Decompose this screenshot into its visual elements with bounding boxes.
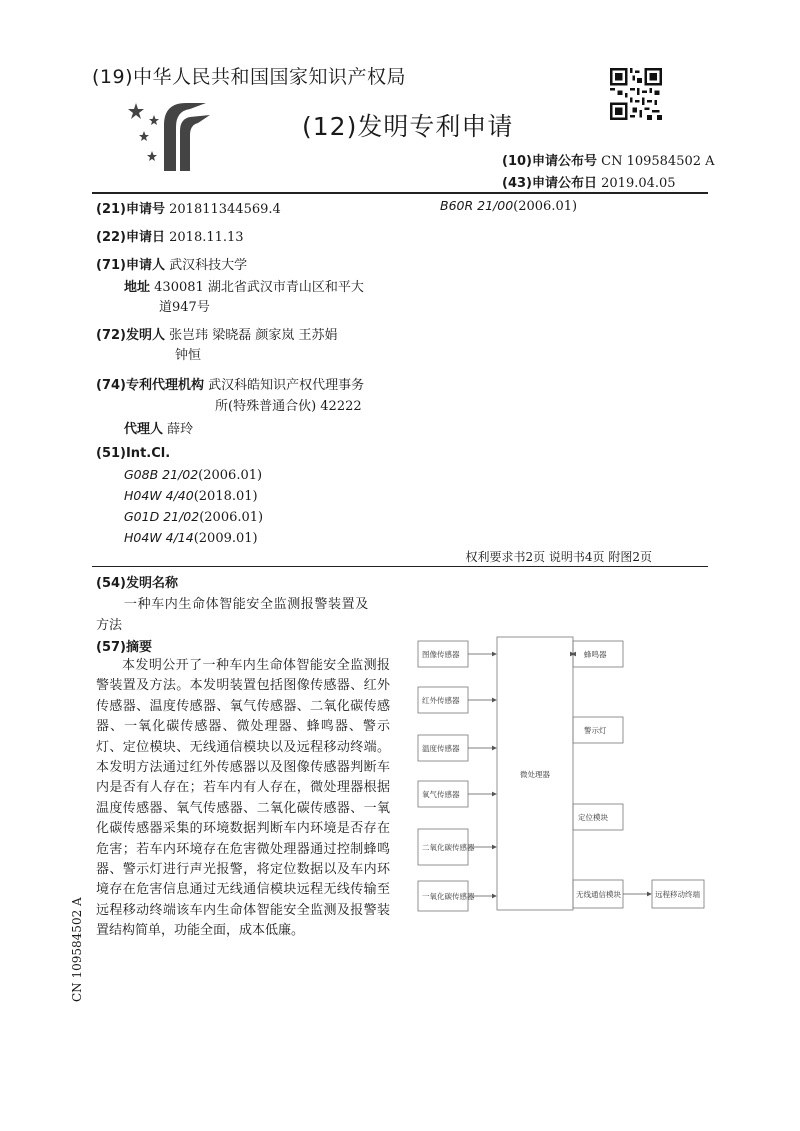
application-date xyxy=(96,226,244,245)
patent-agency-line-2: 所(特殊普通合伙) 42222 xyxy=(215,399,362,414)
page-count-info: 权利要求书2页 说明书4页 附图2页 xyxy=(465,550,652,564)
publication-date-value: 2019.04.05 xyxy=(601,176,676,191)
section-divider xyxy=(92,566,708,567)
qr-code xyxy=(610,68,662,120)
application-number xyxy=(96,198,281,217)
document-type: (12)发明专利申请 xyxy=(302,112,514,141)
applicant-value: 武汉科技大学 xyxy=(169,258,248,273)
diagram-label: 氧气传感器 xyxy=(422,790,460,799)
diagram-label: 蜂鸣器 xyxy=(584,650,607,659)
applicant xyxy=(96,254,247,273)
patent-agency xyxy=(96,374,364,393)
diagram-label: 一氧化碳传感器 xyxy=(422,892,475,901)
ipc-version: (2006.01) xyxy=(198,468,263,483)
inventors-line-1: 张岂玮 梁晓磊 颜家岚 王苏娟 xyxy=(169,328,338,343)
agent-label: 代理人 xyxy=(124,422,164,437)
title-label: (54)发明名称 xyxy=(96,576,178,591)
right-ipc-code: B60R 21/00 xyxy=(440,198,514,213)
ipc-entry xyxy=(124,509,263,525)
system-block-diagram xyxy=(412,632,712,922)
agent-value: 薛玲 xyxy=(167,422,194,437)
patent-agency-label: (74)专利代理机构 xyxy=(96,378,204,393)
header-divider xyxy=(92,192,708,194)
side-publication-number: CN 109584502 A xyxy=(70,897,84,1002)
ipc-code: G08B 21/02 xyxy=(124,467,199,482)
right-ipc xyxy=(440,198,577,214)
right-ipc-version: (2006.01) xyxy=(513,199,578,214)
diagram-label: 警示灯 xyxy=(584,726,607,735)
ipc-entry xyxy=(124,488,258,504)
diagram-label: 远程移动终端 xyxy=(655,890,700,899)
application-date-label: (22)申请日 xyxy=(96,230,165,245)
ipc-version: (2018.01) xyxy=(193,489,258,504)
application-number-value: 201811344569.4 xyxy=(169,202,281,217)
ipc-version: (2006.01) xyxy=(199,510,264,525)
address-line-2: 道947号 xyxy=(159,300,210,315)
cnipa-logo xyxy=(128,95,212,175)
ipc-entry xyxy=(124,467,262,483)
ipc-code: H04W 4/14 xyxy=(124,530,194,545)
publication-number xyxy=(502,150,715,169)
diagram-label: 二氧化碳传感器 xyxy=(422,843,475,852)
publication-date-label: (43)申请公布日 xyxy=(502,176,597,191)
agent xyxy=(124,418,193,437)
diagram-label: 图像传感器 xyxy=(422,650,460,659)
invention-title-line-2: 方法 xyxy=(96,618,123,633)
ipc-code: H04W 4/40 xyxy=(124,488,194,503)
diagram-label: 温度传感器 xyxy=(422,744,460,753)
application-date-value: 2018.11.13 xyxy=(169,230,244,245)
office-name: (19)中华人民共和国国家知识产权局 xyxy=(92,66,407,88)
diagram-label: 红外传感器 xyxy=(422,696,460,705)
publication-number-value: CN 109584502 A xyxy=(601,154,715,169)
ipc-entry xyxy=(124,530,258,546)
diagram-label: 定位模块 xyxy=(578,813,608,822)
address xyxy=(124,276,364,295)
abstract-text: 本发明公开了一种车内生命体智能安全监测报警装置及方法。本发明装置包括图像传感器、红外传感器、温度传感器、氧气传感器、二氧化碳传感器、一氧化碳传感器、微处理器、蜂鸣器、警示灯、定位模块、无线通信模块以及远程移动终端。本发明方法通过红外传感器以及图像传感器判断车内是否有人存在；若车内有人存在，微处理器根据温度传感器、氧气传感器、二氧化碳传感器、一氧化碳传感器采集的环境数据判断车内环境是否存在危害；若车内环境存在危害微处理器通过控制蜂鸣器、警示灯进行声光报警，将定位数据以及车内环境存在危害信息通过无线通信模块远程无线传输至远程移动终端该车内生命体智能安全监测及报警装置结构简单，功能全面，成本低廉。 xyxy=(96,658,390,939)
diagram-label: 无线通信模块 xyxy=(576,890,621,899)
application-number-label: (21)申请号 xyxy=(96,202,165,217)
inventors xyxy=(96,324,338,343)
inventors-line-2: 钟恒 xyxy=(175,348,202,363)
invention-title-line-1: 一种车内生命体智能安全监测报警装置及 xyxy=(124,597,369,612)
patent-agency-line-1: 武汉科皓知识产权代理事务 xyxy=(208,378,365,393)
address-line-1: 430081 湖北省武汉市青山区和平大 xyxy=(154,280,364,295)
abstract-label: (57)摘要 xyxy=(96,640,152,655)
publication-date xyxy=(502,172,676,191)
int-cl-label: (51)Int.Cl. xyxy=(96,446,171,461)
diagram-label: 微处理器 xyxy=(520,770,550,779)
applicant-label: (71)申请人 xyxy=(96,258,165,273)
publication-number-label: (10)申请公布号 xyxy=(502,154,597,169)
address-label: 地址 xyxy=(124,280,151,295)
ipc-code: G01D 21/02 xyxy=(124,509,200,524)
ipc-version: (2009.01) xyxy=(193,531,258,546)
inventors-label: (72)发明人 xyxy=(96,328,165,343)
